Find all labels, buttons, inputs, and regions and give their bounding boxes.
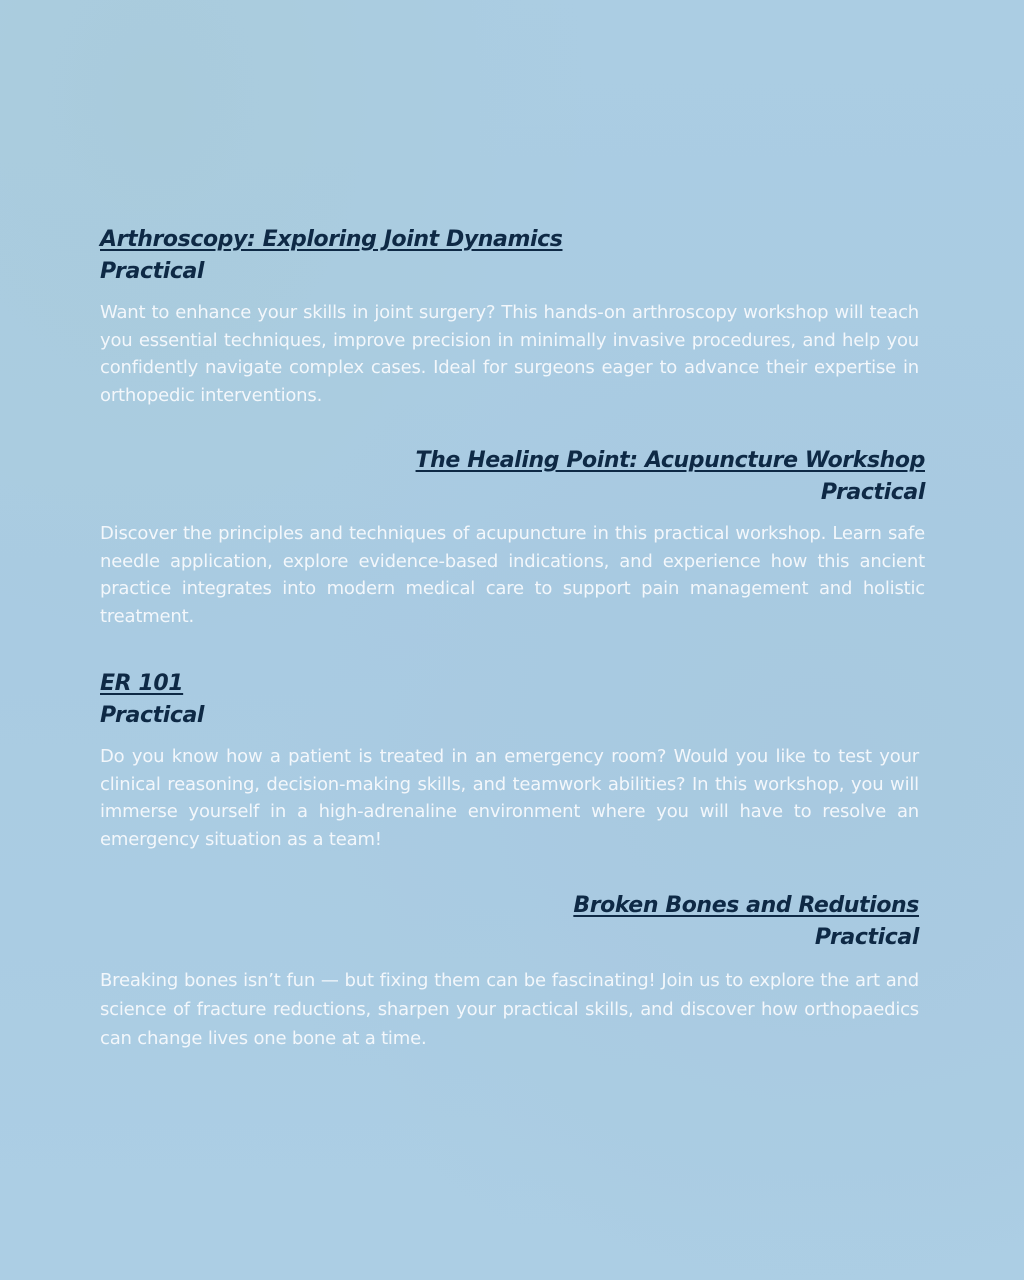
workshop-broken-bones [100, 890, 919, 1053]
workshop-description: Breaking bones isn’t fun — but fixing them can be fascinating! Join us to explore the art and science of fracture reductions, sharpen your practical skills, and discover how orthopaedics can change lives one bone at a time. [100, 970, 919, 1049]
workshop-description: Discover the principles and techniques of acupuncture in this practical workshop. Learn safe needle application, explore evidence-based indications, and experience how this ancient practice integrates into modern medical care to support pain management and holistic treatment. [100, 523, 925, 627]
workshop-title: The Healing Point: Acupuncture Workshop [415, 448, 925, 473]
workshop-description: Do you know how a patient is treated in an emergency room? Would you like to test your clinical reasoning, decision-making skills, and teamwork abilities? In this workshop, you will immerse yourself in a high-adrenaline environment where you will have to resolve an emergency situation as a team! [100, 746, 919, 850]
workshop-acupuncture [100, 445, 925, 630]
workshop-title: ER 101 [100, 671, 184, 696]
workshop-title: Broken Bones and Redutions [573, 893, 919, 918]
workshop-type: Practical [100, 259, 205, 284]
workshop-er-101 [100, 668, 919, 853]
workshop-type: Practical [820, 480, 925, 505]
workshop-title: Arthroscopy: Exploring Joint Dynamics [100, 227, 563, 252]
workshop-type: Practical [814, 925, 919, 950]
workshop-arthroscopy [100, 224, 919, 409]
workshop-type: Practical [100, 703, 205, 728]
workshop-description: Want to enhance your skills in joint surgery? This hands-on arthroscopy workshop will teach you essential techniques, improve precision in minimally invasive procedures, and help you confidently navigate complex cases. Ideal for surgeons eager to advance their expertise in orthopedic interventions. [100, 302, 919, 406]
